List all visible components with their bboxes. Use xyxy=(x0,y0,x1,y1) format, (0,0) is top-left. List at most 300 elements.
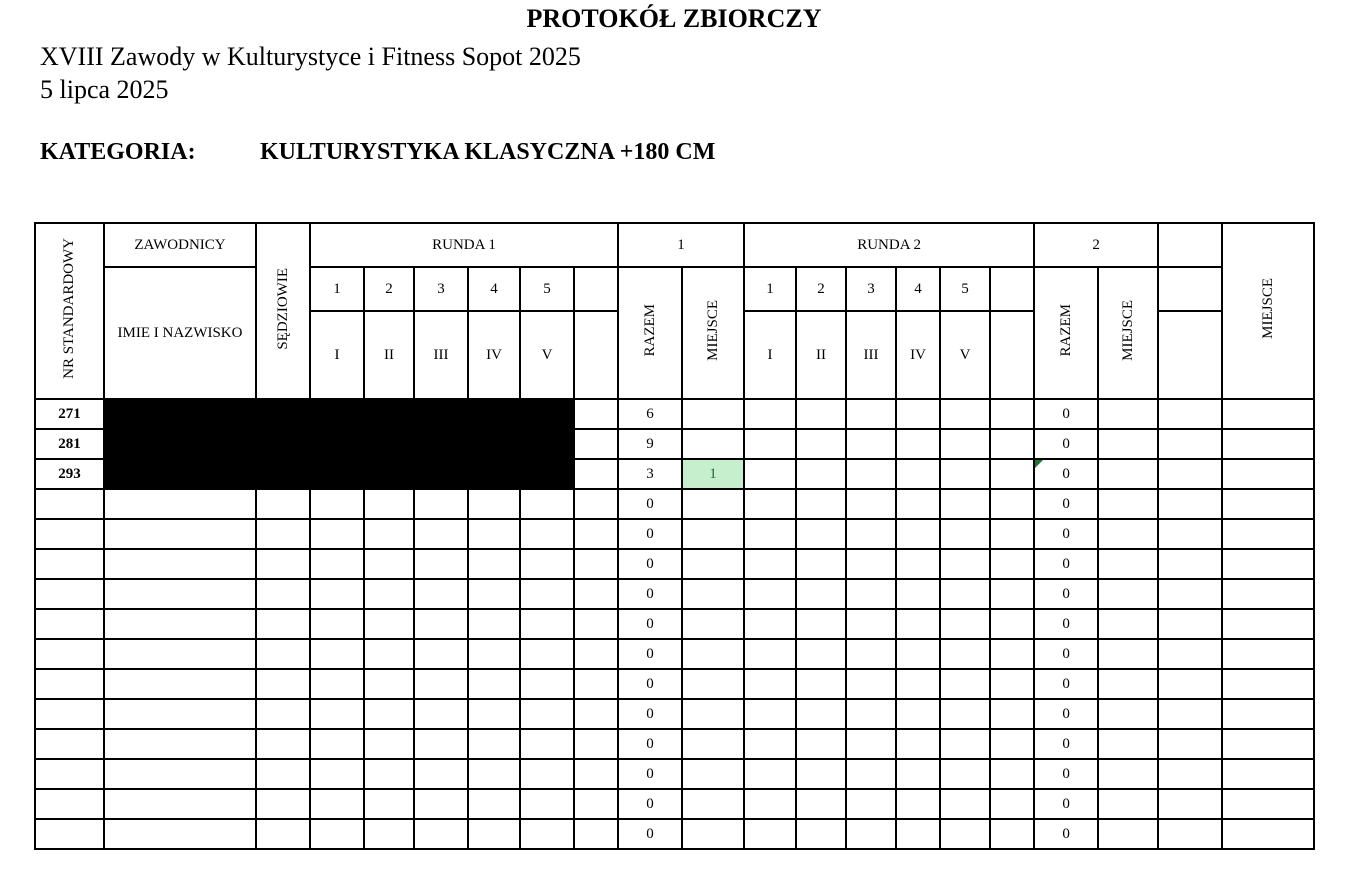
cell-extra xyxy=(1158,459,1222,489)
cell-miejsce-1 xyxy=(682,579,744,609)
cell-r2-score xyxy=(940,459,990,489)
cell-r2-score xyxy=(990,609,1034,639)
cell-razem-1: 0 xyxy=(618,489,682,519)
cell-r1-score xyxy=(364,699,414,729)
cell-r2-score xyxy=(744,519,796,549)
header-miejsce-2: MIEJSCE xyxy=(1098,267,1158,399)
cell-r2-score xyxy=(744,549,796,579)
cell-r1-score xyxy=(574,459,618,489)
cell-r1-score xyxy=(364,489,414,519)
cell-razem-1: 6 xyxy=(618,399,682,429)
cell-r1-score xyxy=(468,639,520,669)
cell-r2-score xyxy=(744,429,796,459)
cell-razem-1: 0 xyxy=(618,699,682,729)
cell-r1-score xyxy=(364,549,414,579)
cell-miejsce-2 xyxy=(1098,729,1158,759)
cell-r2-score xyxy=(896,789,940,819)
cell-miejsce-final xyxy=(1222,639,1314,669)
cell-r2-score xyxy=(990,399,1034,429)
r2-judge-number: 4 xyxy=(896,267,940,311)
table-row xyxy=(35,519,1314,549)
cell-judges xyxy=(256,699,310,729)
cell-razem-2: 0 xyxy=(1034,549,1098,579)
cell-extra xyxy=(1158,399,1222,429)
results-table xyxy=(34,222,1315,850)
cell-r2-score xyxy=(940,639,990,669)
r1-judge-number: 4 xyxy=(468,267,520,311)
cell-miejsce-2 xyxy=(1098,639,1158,669)
cell-r2-score xyxy=(846,489,896,519)
cell-miejsce-final xyxy=(1222,549,1314,579)
header-nr-standardowy: NR STANDARDOWY xyxy=(35,223,104,399)
cell-miejsce-1 xyxy=(682,819,744,849)
cell-r2-score xyxy=(896,519,940,549)
category-value: KULTURYSTYKA KLASYCZNA +180 CM xyxy=(260,139,716,165)
cell-r2-score xyxy=(990,699,1034,729)
header-runda-1: RUNDA 1 xyxy=(310,223,618,267)
cell-r1-score xyxy=(364,609,414,639)
cell-r1-score xyxy=(310,519,364,549)
header-empty-cell xyxy=(1158,223,1222,267)
cell-name xyxy=(104,519,256,549)
cell-r2-score xyxy=(990,489,1034,519)
cell-miejsce-final xyxy=(1222,729,1314,759)
cell-r1-score xyxy=(520,489,574,519)
cell-miejsce-2 xyxy=(1098,489,1158,519)
cell-r2-score xyxy=(846,459,896,489)
cell-r2-score xyxy=(744,399,796,429)
cell-r2-score xyxy=(896,729,940,759)
cell-razem-2: 0 xyxy=(1034,609,1098,639)
cell-r2-score xyxy=(744,669,796,699)
r1-judge-roman: I xyxy=(310,311,364,399)
cell-r2-score xyxy=(796,519,846,549)
cell-r2-score xyxy=(846,699,896,729)
cell-miejsce-1 xyxy=(682,729,744,759)
cell-r1-score xyxy=(468,819,520,849)
cell-r2-score xyxy=(940,399,990,429)
cell-extra xyxy=(1158,549,1222,579)
cell-judges xyxy=(256,519,310,549)
cell-r2-score xyxy=(796,549,846,579)
cell-r1-score xyxy=(468,729,520,759)
cell-name xyxy=(104,759,256,789)
cell-miejsce-2 xyxy=(1098,759,1158,789)
cell-razem-2: 0 xyxy=(1034,639,1098,669)
cell-r1-score xyxy=(364,759,414,789)
cell-r2-score xyxy=(940,819,990,849)
cell-r2-score xyxy=(744,609,796,639)
cell-judges xyxy=(256,669,310,699)
cell-r2-score xyxy=(796,699,846,729)
r2-judge-number: 5 xyxy=(940,267,990,311)
cell-r1-score xyxy=(364,519,414,549)
r1-judge-number: 3 xyxy=(414,267,468,311)
cell-r2-score xyxy=(796,609,846,639)
header-empty-cell xyxy=(990,267,1034,311)
cell-r1-score xyxy=(310,699,364,729)
cell-extra xyxy=(1158,609,1222,639)
cell-r1-score xyxy=(414,789,468,819)
cell-r2-score xyxy=(896,669,940,699)
cell-r1-score xyxy=(574,789,618,819)
cell-r2-score xyxy=(896,609,940,639)
cell-name xyxy=(104,699,256,729)
cell-razem-2: 0 xyxy=(1034,819,1098,849)
cell-r2-score xyxy=(744,699,796,729)
cell-extra xyxy=(1158,579,1222,609)
cell-r1-score xyxy=(574,519,618,549)
cell-miejsce-final xyxy=(1222,459,1314,489)
header-zawodnicy: ZAWODNICY xyxy=(104,223,256,267)
cell-miejsce-2 xyxy=(1098,609,1158,639)
cell-r1-score xyxy=(574,429,618,459)
cell-judges xyxy=(256,579,310,609)
cell-nr xyxy=(35,669,104,699)
table-row xyxy=(35,789,1314,819)
table-row xyxy=(35,549,1314,579)
cell-razem-1: 0 xyxy=(618,549,682,579)
cell-miejsce-1 xyxy=(682,639,744,669)
cell-miejsce-2 xyxy=(1098,549,1158,579)
r2-judge-roman: V xyxy=(940,311,990,399)
cell-r2-score xyxy=(896,699,940,729)
cell-r2-score xyxy=(896,639,940,669)
cell-r1-score xyxy=(414,729,468,759)
cell-extra xyxy=(1158,519,1222,549)
cell-r1-score xyxy=(574,489,618,519)
r1-judge-number: 2 xyxy=(364,267,414,311)
cell-judges xyxy=(256,489,310,519)
cell-razem-2: 0 xyxy=(1034,459,1098,489)
cell-r1-score xyxy=(414,819,468,849)
cell-r2-score xyxy=(990,459,1034,489)
cell-r1-score xyxy=(468,519,520,549)
cell-razem-1: 0 xyxy=(618,609,682,639)
cell-r1-score xyxy=(364,789,414,819)
cell-r1-score xyxy=(520,819,574,849)
cell-miejsce-final xyxy=(1222,609,1314,639)
table-row xyxy=(35,609,1314,639)
cell-r1-score xyxy=(468,759,520,789)
cell-r1-score xyxy=(468,699,520,729)
cell-r1-score xyxy=(468,579,520,609)
cell-r2-score xyxy=(990,639,1034,669)
cell-r1-score xyxy=(520,579,574,609)
cell-razem-2: 0 xyxy=(1034,759,1098,789)
cell-r2-score xyxy=(846,729,896,759)
cell-r1-score xyxy=(310,789,364,819)
cell-r2-score xyxy=(744,759,796,789)
cell-razem-1: 0 xyxy=(618,729,682,759)
cell-r1-score xyxy=(414,609,468,639)
cell-r1-score xyxy=(574,699,618,729)
cell-miejsce-1 xyxy=(682,399,744,429)
cell-judges xyxy=(256,729,310,759)
cell-extra xyxy=(1158,639,1222,669)
cell-r1-score xyxy=(574,399,618,429)
cell-r2-score xyxy=(990,549,1034,579)
cell-miejsce-1 xyxy=(682,429,744,459)
cell-r1-score xyxy=(520,669,574,699)
cell-miejsce-2 xyxy=(1098,579,1158,609)
cell-r2-score xyxy=(846,639,896,669)
cell-razem-2: 0 xyxy=(1034,519,1098,549)
cell-r2-score xyxy=(846,789,896,819)
cell-r1-score xyxy=(520,699,574,729)
cell-r2-score xyxy=(990,789,1034,819)
cell-name xyxy=(104,819,256,849)
cell-r2-score xyxy=(796,399,846,429)
cell-r2-score xyxy=(796,759,846,789)
table-row xyxy=(35,489,1314,519)
cell-razem-1: 0 xyxy=(618,819,682,849)
cell-r2-score xyxy=(940,519,990,549)
cell-judges xyxy=(256,639,310,669)
cell-nr xyxy=(35,579,104,609)
cell-miejsce-final xyxy=(1222,399,1314,429)
cell-r1-score xyxy=(364,819,414,849)
cell-r1-score xyxy=(574,669,618,699)
cell-extra xyxy=(1158,759,1222,789)
cell-razem-1: 0 xyxy=(618,579,682,609)
cell-miejsce-final xyxy=(1222,699,1314,729)
cell-r2-score xyxy=(896,489,940,519)
cell-razem-2: 0 xyxy=(1034,429,1098,459)
cell-r1-score xyxy=(574,759,618,789)
cell-miejsce-final xyxy=(1222,429,1314,459)
cell-miejsce-1 xyxy=(682,489,744,519)
table-row xyxy=(35,579,1314,609)
cell-r1-score xyxy=(520,519,574,549)
cell-r1-score xyxy=(574,729,618,759)
cell-razem-2: 0 xyxy=(1034,729,1098,759)
header-runda-1-number: 1 xyxy=(618,223,744,267)
cell-razem-1: 0 xyxy=(618,519,682,549)
cell-r1-score xyxy=(574,609,618,639)
cell-r2-score xyxy=(796,489,846,519)
cell-r2-score xyxy=(990,579,1034,609)
r1-judge-number: 1 xyxy=(310,267,364,311)
r2-judge-roman: IV xyxy=(896,311,940,399)
cell-r2-score xyxy=(744,489,796,519)
cell-r1-score xyxy=(414,669,468,699)
document-title: PROTOKÓŁ ZBIORCZY xyxy=(526,4,822,33)
cell-name xyxy=(104,669,256,699)
cell-r1-score xyxy=(520,789,574,819)
cell-r1-score xyxy=(364,579,414,609)
cell-r1-score xyxy=(364,729,414,759)
cell-nr xyxy=(35,489,104,519)
cell-r2-score xyxy=(896,759,940,789)
cell-r2-score xyxy=(846,669,896,699)
cell-r2-score xyxy=(990,519,1034,549)
cell-extra xyxy=(1158,819,1222,849)
cell-r2-score xyxy=(896,549,940,579)
cell-r1-score xyxy=(520,729,574,759)
cell-miejsce-final xyxy=(1222,789,1314,819)
header-empty-cell xyxy=(574,267,618,311)
cell-razem-2: 0 xyxy=(1034,699,1098,729)
cell-r2-score xyxy=(990,429,1034,459)
cell-r2-score xyxy=(796,459,846,489)
cell-extra xyxy=(1158,699,1222,729)
cell-r2-score xyxy=(990,729,1034,759)
cell-miejsce-2 xyxy=(1098,429,1158,459)
r1-judge-roman: IV xyxy=(468,311,520,399)
cell-nr: 271 xyxy=(35,399,104,429)
cell-r2-score xyxy=(896,459,940,489)
r2-judge-roman: I xyxy=(744,311,796,399)
cell-nr xyxy=(35,639,104,669)
r2-judge-number: 2 xyxy=(796,267,846,311)
cell-r2-score xyxy=(744,639,796,669)
cell-judges xyxy=(256,759,310,789)
cell-r1-score xyxy=(574,579,618,609)
cell-r2-score xyxy=(846,399,896,429)
cell-r1-score xyxy=(310,579,364,609)
r1-judge-roman: V xyxy=(520,311,574,399)
category-label: KATEGORIA: xyxy=(40,139,196,165)
cell-name xyxy=(104,639,256,669)
cell-name xyxy=(104,489,256,519)
cell-nr xyxy=(35,819,104,849)
cell-razem-1: 0 xyxy=(618,789,682,819)
table-row xyxy=(35,729,1314,759)
cell-name xyxy=(104,579,256,609)
cell-r2-score xyxy=(940,699,990,729)
cell-extra xyxy=(1158,729,1222,759)
cell-r2-score xyxy=(940,549,990,579)
cell-extra xyxy=(1158,429,1222,459)
header-razem-2: RAZEM xyxy=(1034,267,1098,399)
cell-r1-score xyxy=(468,549,520,579)
cell-judges xyxy=(256,549,310,579)
cell-miejsce-2 xyxy=(1098,789,1158,819)
cell-miejsce-final xyxy=(1222,819,1314,849)
table-row xyxy=(35,819,1314,849)
cell-nr: 281 xyxy=(35,429,104,459)
cell-miejsce-1 xyxy=(682,519,744,549)
cell-r1-score xyxy=(520,609,574,639)
cell-name xyxy=(104,789,256,819)
cell-miejsce-final xyxy=(1222,489,1314,519)
cell-r1-score xyxy=(414,699,468,729)
cell-razem-2: 0 xyxy=(1034,489,1098,519)
cell-r1-score xyxy=(310,639,364,669)
cell-razem-2: 0 xyxy=(1034,669,1098,699)
cell-miejsce-2 xyxy=(1098,399,1158,429)
event-date: 5 lipca 2025 xyxy=(40,75,169,104)
cell-r2-score xyxy=(896,819,940,849)
cell-r2-score xyxy=(796,789,846,819)
cell-r1-score xyxy=(414,579,468,609)
cell-r2-score xyxy=(940,789,990,819)
r2-judge-number: 3 xyxy=(846,267,896,311)
header-empty-cell xyxy=(1158,267,1222,311)
cell-r2-score xyxy=(940,759,990,789)
cell-razem-2: 0 xyxy=(1034,399,1098,429)
cell-r2-score xyxy=(846,549,896,579)
cell-r2-score xyxy=(744,819,796,849)
header-imie-nazwisko: IMIE I NAZWISKO xyxy=(104,267,256,399)
cell-miejsce-final xyxy=(1222,759,1314,789)
cell-r1-score xyxy=(414,759,468,789)
cell-extra xyxy=(1158,669,1222,699)
cell-r2-score xyxy=(846,429,896,459)
cell-judges xyxy=(256,789,310,819)
r1-judge-number: 5 xyxy=(520,267,574,311)
cell-r2-score xyxy=(940,669,990,699)
cell-r1-score xyxy=(414,639,468,669)
cell-miejsce-1 xyxy=(682,549,744,579)
cell-r2-score xyxy=(744,789,796,819)
cell-r2-score xyxy=(846,609,896,639)
header-empty-cell xyxy=(990,311,1034,399)
cell-r2-score xyxy=(744,579,796,609)
r1-judge-roman: III xyxy=(414,311,468,399)
cell-miejsce-final xyxy=(1222,579,1314,609)
event-name: XVIII Zawody w Kulturystyce i Fitness Sopot 2025 xyxy=(40,42,581,71)
cell-nr xyxy=(35,729,104,759)
cell-r1-score xyxy=(364,669,414,699)
header-sedziowie: SĘDZIOWIE xyxy=(256,223,310,399)
cell-nr xyxy=(35,759,104,789)
cell-r1-score xyxy=(574,549,618,579)
cell-miejsce-1 xyxy=(682,699,744,729)
cell-r2-score xyxy=(896,429,940,459)
cell-r2-score xyxy=(940,729,990,759)
cell-r1-score xyxy=(310,609,364,639)
cell-judges xyxy=(256,819,310,849)
cell-r1-score xyxy=(310,759,364,789)
r1-judge-roman: II xyxy=(364,311,414,399)
cell-r2-score xyxy=(896,399,940,429)
cell-r1-score xyxy=(414,519,468,549)
cell-r1-score xyxy=(310,729,364,759)
cell-r1-score xyxy=(310,489,364,519)
cell-miejsce-2 xyxy=(1098,459,1158,489)
header-empty-cell xyxy=(1158,311,1222,399)
cell-r2-score xyxy=(990,669,1034,699)
cell-miejsce-1 xyxy=(682,759,744,789)
cell-miejsce-1 xyxy=(682,609,744,639)
header-razem-1: RAZEM xyxy=(618,267,682,399)
cell-r2-score xyxy=(796,729,846,759)
cell-r2-score xyxy=(796,429,846,459)
cell-r2-score xyxy=(846,579,896,609)
cell-nr: 293 xyxy=(35,459,104,489)
table-row xyxy=(35,699,1314,729)
cell-miejsce-2 xyxy=(1098,669,1158,699)
header-miejsce-final: MIEJSCE xyxy=(1222,223,1314,399)
cell-r1-score xyxy=(520,639,574,669)
cell-r1-score xyxy=(364,639,414,669)
cell-nr xyxy=(35,609,104,639)
cell-r1-score xyxy=(310,549,364,579)
cell-r1-score xyxy=(468,489,520,519)
cell-razem-1: 0 xyxy=(618,669,682,699)
table-row xyxy=(35,759,1314,789)
cell-nr xyxy=(35,699,104,729)
cell-r2-score xyxy=(896,579,940,609)
header-runda-2: RUNDA 2 xyxy=(744,223,1034,267)
cell-name xyxy=(104,729,256,759)
cell-miejsce-final xyxy=(1222,519,1314,549)
cell-razem-2: 0 xyxy=(1034,579,1098,609)
cell-r1-score xyxy=(574,639,618,669)
cell-r2-score xyxy=(744,729,796,759)
